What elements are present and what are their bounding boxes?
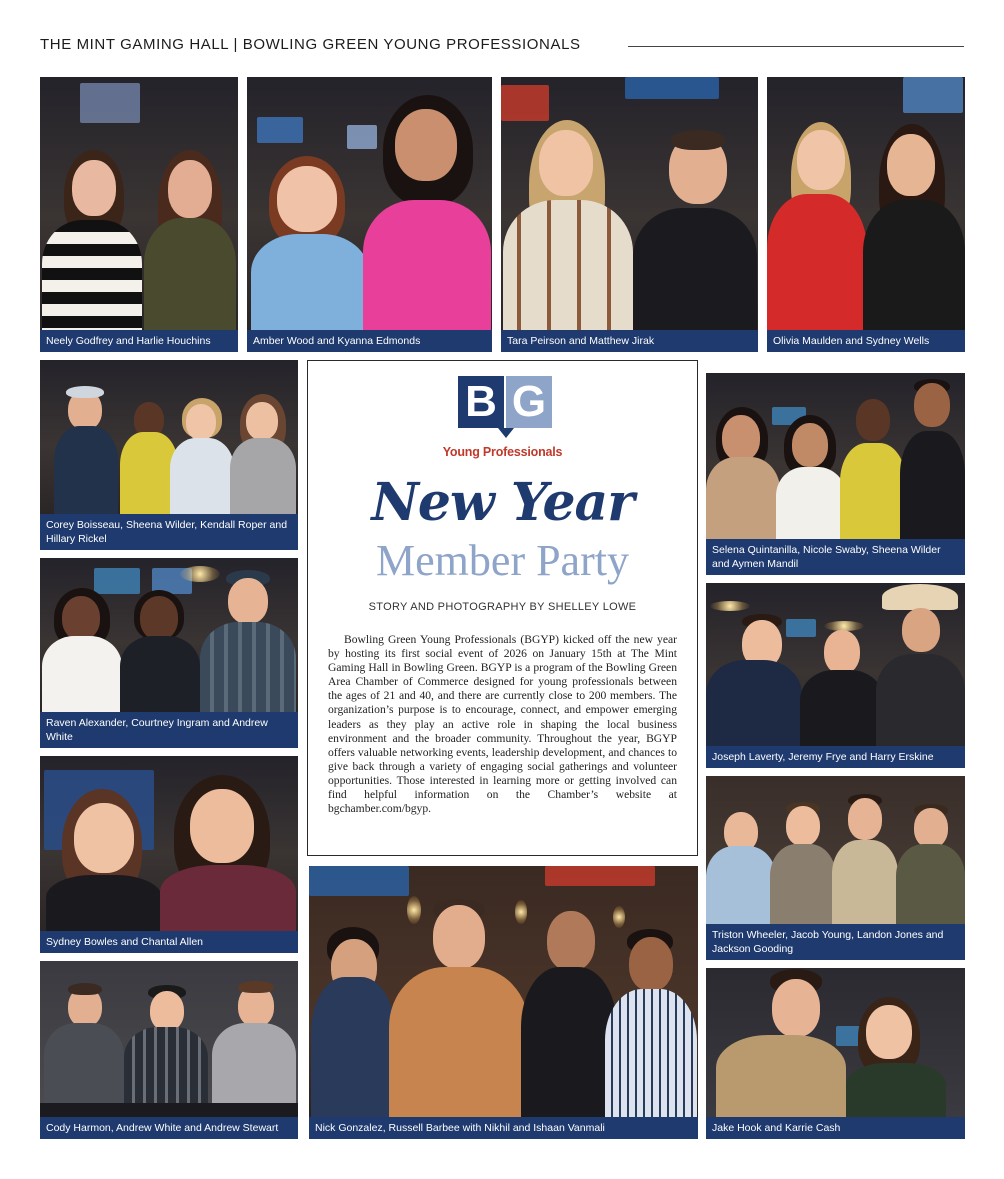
photo-caption: Amber Wood and Kyanna Edmonds	[247, 330, 492, 352]
photo-scene	[501, 77, 758, 330]
photo-caption: Tara Peirson and Matthew Jirak	[501, 330, 758, 352]
photo-scene	[706, 776, 965, 924]
photo-caption: Cody Harmon, Andrew White and Andrew Stewart	[40, 1117, 298, 1139]
article-title-line1: New Year	[371, 472, 634, 533]
article-body: Bowling Green Young Professionals (BGYP) kicked off the new year by hosting its first social event of 2026 on January 15th at The Mint Gaming Hall in Bowling Green. BGYP is a program of the Bowling Green Area Chamber of Commerce designed for young professionals between the ages of 21 and 40, and there are currently close to 200 members. The organization’s purpose is to encourage, connect, and empower emerging leaders as they play an active role in shaping the local business environment and the broader community. Throughout the year, BGYP offers valuable networking events, leadership development, and chances to give back through a variety of engaging social gatherings and volunteer opportunities. Those interested in learning more or getting involved can find helpful information on the Chamber’s website at bgchamber.com/bgyp.	[328, 633, 677, 816]
article-title-line2: Member Party	[376, 536, 629, 585]
header-rule	[628, 46, 964, 47]
photo-caption: Raven Alexander, Courtney Ingram and Andrew White	[40, 712, 298, 748]
photo-8	[40, 961, 298, 1139]
photo-caption: Corey Boisseau, Sheena Wilder, Kendall Roper and Hillary Rickel	[40, 514, 298, 550]
article-byline: STORY AND PHOTOGRAPHY BY SHELLEY LOWE	[368, 601, 637, 613]
photo-caption: Selena Quintanilla, Nicole Swaby, Sheena Wilder and Aymen Mandil	[706, 539, 965, 575]
logo-speech-tail	[498, 428, 514, 438]
page-title: THE MINT GAMING HALL | BOWLING GREEN YOUNG PROFESSIONALS	[40, 36, 581, 53]
photo-scene	[309, 866, 698, 1117]
photo-10	[706, 373, 965, 575]
photo-3	[501, 77, 758, 352]
photo-caption: Neely Godfrey and Harlie Houchins	[40, 330, 238, 352]
photo-scene	[40, 558, 298, 712]
page-header	[40, 36, 964, 58]
photo-5	[40, 360, 298, 550]
photo-scene	[706, 968, 965, 1117]
photo-1	[40, 77, 238, 352]
photo-6	[40, 558, 298, 748]
photo-9	[309, 866, 698, 1139]
photo-scene	[767, 77, 965, 330]
photo-caption: Joseph Laverty, Jeremy Frye and Harry Erskine	[706, 746, 965, 768]
photo-caption: Nick Gonzalez, Russell Barbee with Nikhil and Ishaan Vanmali	[309, 1117, 698, 1139]
photo-scene	[40, 756, 298, 931]
photo-caption: Jake Hook and Karrie Cash	[706, 1117, 965, 1139]
article-panel	[307, 360, 698, 856]
photo-caption: Olivia Maulden and Sydney Wells	[767, 330, 965, 352]
bgyp-logo	[458, 376, 554, 438]
photo-scene	[40, 961, 298, 1103]
photo-caption: Triston Wheeler, Jacob Young, Landon Jones and Jackson Gooding	[706, 924, 965, 960]
photo-scene	[40, 77, 238, 330]
photo-scene	[706, 583, 965, 746]
photo-2	[247, 77, 492, 352]
photo-caption: Sydney Bowles and Chantal Allen	[40, 931, 298, 953]
logo-letter-b: B	[458, 376, 504, 428]
photo-12	[706, 776, 965, 960]
photo-11	[706, 583, 965, 768]
photo-scene	[40, 360, 298, 514]
photo-4	[767, 77, 965, 352]
photo-7	[40, 756, 298, 953]
photo-13	[706, 968, 965, 1139]
photo-scene	[706, 373, 965, 539]
photo-scene	[247, 77, 492, 330]
logo-letter-g: G	[506, 376, 552, 428]
logo-org-name: Young Professionals	[442, 445, 563, 459]
